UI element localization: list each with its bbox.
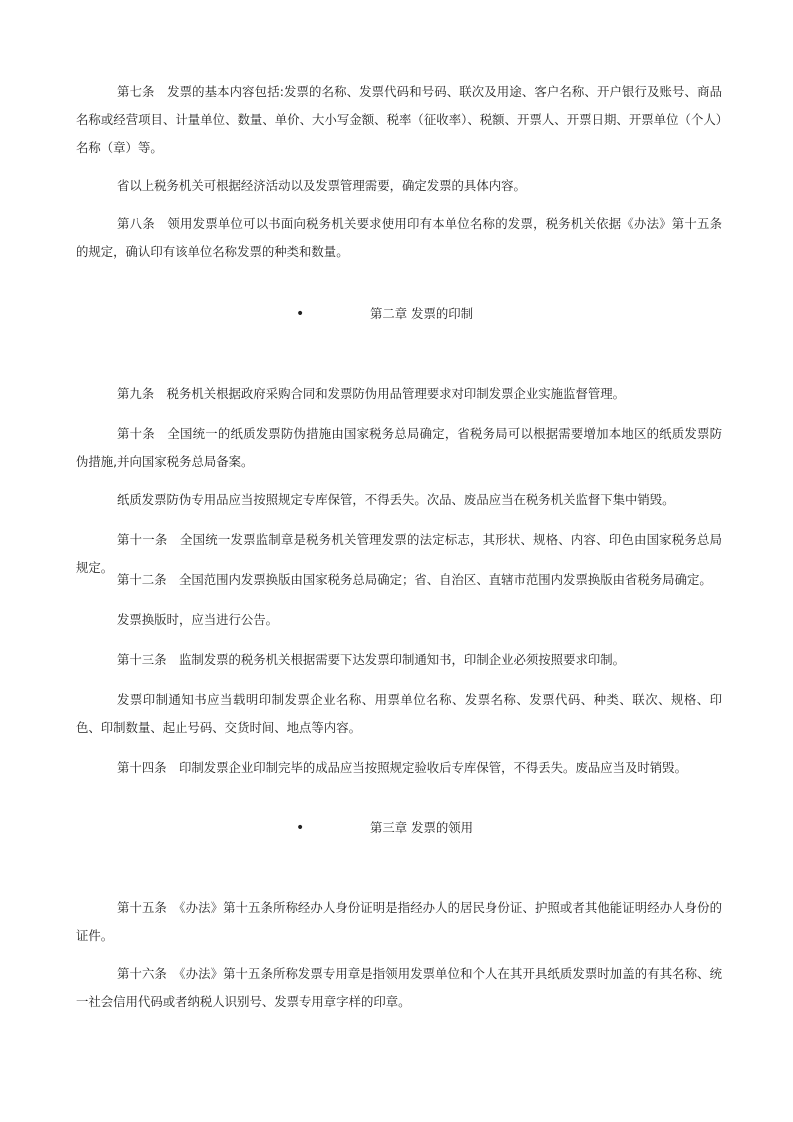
- article-13-paragraph: 第十三条 监制发票的税务机关根据需要下达发票印制通知书，印制企业必须按照要求印制。: [117, 652, 626, 667]
- chapter-3-heading: [0, 818, 793, 838]
- chapter-2-title: 第二章 发票的印制: [370, 306, 474, 321]
- article-13-supplement-paragraph: 发票印制通知书应当载明印制发票企业名称、用票单位名称、发票名称、发票代码、种类、联次、规格、印色、印制数量、起止号码、交货时间、地点等内容。: [76, 692, 722, 735]
- bullet-icon: •: [296, 820, 305, 836]
- chapter-3-title: 第三章 发票的领用: [370, 820, 474, 835]
- article-7-supplement-paragraph: 省以上税务机关可根据经济活动以及发票管理需要，确定发票的具体内容。: [117, 178, 526, 193]
- article-10-paragraph: 第十条 全国统一的纸质发票防伪措施由国家税务总局确定，省税务局可以根据需要增加本地区的纸质发票防伪措施,并向国家税务总局备案。: [76, 426, 722, 469]
- article-16-paragraph: 第十六条 《办法》第十五条所称发票专用章是指领用发票单位和个人在其开具纸质发票时加盖的有其名称、统一社会信用代码或者纳税人识别号、发票专用章字样的印章。: [76, 966, 722, 1009]
- article-7-paragraph: 第七条 发票的基本内容包括:发票的名称、发票代码和号码、联次及用途、客户名称、开户银行及账号、商品名称或经营项目、计量单位、数量、单价、大小写金额、税率（征收率）、税额、开票人、开票日期、开票单位（个人）名称（章）等。: [76, 84, 722, 155]
- article-15-paragraph: 第十五条 《办法》第十五条所称经办人身份证明是指经办人的居民身份证、护照或者其他能证明经办人身份的证件。: [76, 900, 722, 943]
- article-9-paragraph: 第九条 税务机关根据政府采购合同和发票防伪用品管理要求对印制发票企业实施监督管理。: [117, 386, 626, 401]
- article-14-paragraph: 第十四条 印制发票企业印制完毕的成品应当按照规定验收后专库保管，不得丢失。废品应当及时销毁。: [117, 760, 687, 775]
- article-12-supplement-paragraph: 发票换版时，应当进行公告。: [117, 612, 279, 627]
- article-10-supplement-paragraph: 纸质发票防伪专用品应当按照规定专库保管，不得丢失。次品、废品应当在税务机关监督下集中销毁。: [117, 492, 675, 507]
- chapter-2-heading: [0, 304, 793, 324]
- article-8-paragraph: 第八条 领用发票单位可以书面向税务机关要求使用印有本单位名称的发票，税务机关依据《办法》第十五条的规定，确认印有该单位名称发票的种类和数量。: [76, 216, 722, 259]
- bullet-icon: •: [296, 306, 305, 322]
- article-12-paragraph: 第十二条 全国范围内发票换版由国家税务总局确定；省、自治区、直辖市范围内发票换版由省税务局确定。: [117, 572, 712, 587]
- article-11-paragraph: 第十一条 全国统一发票监制章是税务机关管理发票的法定标志，其形状、规格、内容、印色由国家税务总局规定。: [76, 532, 722, 575]
